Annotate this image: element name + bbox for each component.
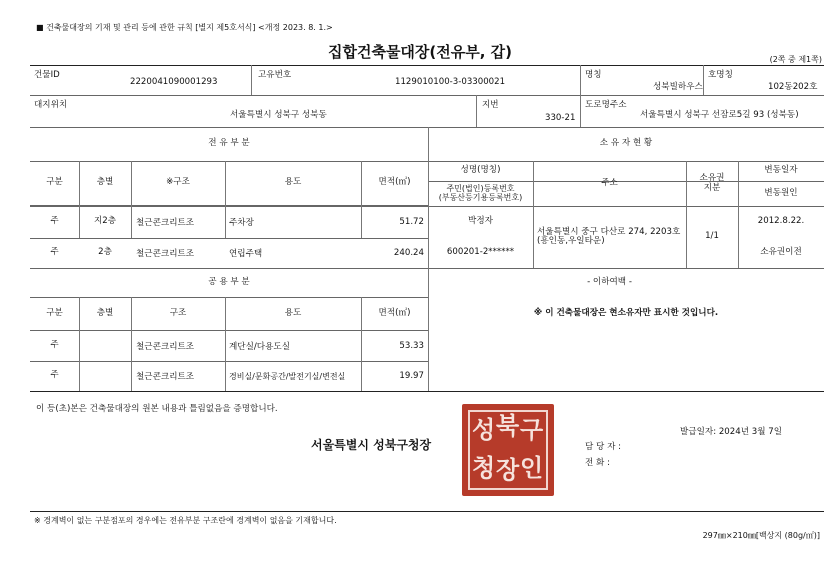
- table-cell: 2층: [98, 247, 112, 258]
- table-row: 주: [50, 339, 59, 350]
- phone-label: 전 화 :: [585, 458, 610, 468]
- table-cell: 철근콘크리트조: [136, 249, 195, 259]
- owner-header-change-reason: 변동원인: [764, 187, 798, 198]
- common-header-floor: 층별: [96, 307, 114, 318]
- table-cell: [79, 361, 131, 391]
- exclusive-header-structure: ※구조: [166, 177, 190, 188]
- officer-label: 담 당 자 :: [585, 442, 621, 452]
- owner-section-title: 소 유 자 현 황: [599, 138, 653, 149]
- owner-name: 박정자: [468, 216, 493, 227]
- official-seal: 성 북 구 청 장 인: [462, 404, 554, 496]
- exclusive-section-title: 전 유 부 분: [208, 138, 250, 149]
- exclusive-header-area: 면적(㎡): [378, 177, 411, 188]
- owner-header-share: 소유권 지분: [699, 173, 725, 193]
- footer-note: ※ 경계벽이 없는 구분점포의 경우에는 전유부분 구조란에 경계벽이 없음을 기재합니다.: [34, 516, 337, 525]
- building-id-value: 2220041090001293: [130, 77, 218, 87]
- owner-share: 1/1: [705, 231, 719, 242]
- table-cell: 연립주택: [229, 249, 263, 259]
- ho-value: 102동202호: [768, 82, 818, 92]
- table-row: 주: [50, 247, 59, 258]
- table-row: 주: [50, 370, 59, 381]
- table-cell: [79, 330, 131, 361]
- table-row: 주: [50, 216, 59, 227]
- owner-header-change-date: 변동일자: [764, 165, 798, 176]
- lot-value: 330-21: [545, 113, 576, 123]
- table-cell: 53.33: [399, 340, 424, 351]
- location-label: 대지위치: [34, 100, 68, 110]
- common-header-type: 구분: [46, 307, 63, 318]
- owner-notice: ※ 이 건축물대장은 현소유자만 표시한 것입니다.: [533, 308, 719, 319]
- table-cell: 철근콘크리트조: [136, 218, 195, 228]
- owner-change-reason: 소유권이전: [760, 247, 802, 258]
- exclusive-header-type: 구분: [46, 177, 63, 188]
- table-cell: 경비실/문화공간/발전기실/변전실: [229, 371, 346, 381]
- table-cell: 철근콘크리트조: [136, 372, 195, 382]
- table-cell: 철근콘크리트조: [136, 341, 195, 352]
- lot-label: 지번: [482, 100, 499, 110]
- name-label: 명칭: [585, 70, 602, 80]
- table-cell: 지2층: [93, 216, 117, 227]
- table-cell: 주차장: [229, 218, 254, 228]
- paper-spec: 297㎜×210㎜[백상지 (80g/㎡)]: [702, 531, 820, 540]
- owner-id: 600201-2******: [446, 247, 515, 258]
- building-id-label: 건물ID: [34, 70, 60, 80]
- table-cell: 계단실/다용도실: [229, 341, 291, 352]
- issuer-name: 서울특별시 성북구청장: [311, 438, 432, 452]
- page-info: (2쪽 중 제1쪽): [769, 55, 822, 64]
- owner-header-address: 주소: [601, 177, 618, 188]
- owner-header-name: 성명(명칭): [460, 165, 501, 176]
- common-section-title: 공 용 부 분: [208, 276, 250, 287]
- table-cell: 19.97: [399, 371, 424, 381]
- issue-date: 발급일자: 2024년 3월 7일: [680, 427, 783, 437]
- common-header-use: 용도: [284, 307, 302, 318]
- table-cell: 51.72: [399, 217, 424, 227]
- regulation-text: ■ 건축물대장의 기재 및 관리 등에 관한 규칙 [별지 제5호서식] <개정 2023. 8. 1.>: [36, 23, 333, 32]
- unique-no-value: 1129010100-3-03300021: [395, 77, 506, 87]
- name-value: 성북빌하우스: [653, 82, 703, 92]
- common-header-structure: 구조: [169, 307, 187, 318]
- road-value: 서울특별시 성북구 선잠로5길 93 (성북동): [640, 110, 799, 120]
- location-value: 서울특별시 성북구 성북동: [230, 110, 327, 120]
- blank-note: - 이하여백 -: [587, 277, 632, 288]
- certify-text: 이 등(초)본은 건축물대장의 원본 내용과 틀림없음을 증명합니다.: [36, 404, 278, 414]
- table-cell: 240.24: [393, 248, 424, 258]
- owner-change-date: 2012.8.22.: [757, 216, 805, 227]
- common-header-area: 면적(㎡): [378, 307, 411, 318]
- unique-no-label: 고유번호: [258, 70, 292, 80]
- owner-header-id: 주민(법인)등록번호 (부동산등기용등록번호): [438, 184, 523, 202]
- exclusive-header-use: 용도: [284, 177, 302, 188]
- owner-address: 서울특별시 중구 다산로 274, 2203호 (흥인동,우일타운): [537, 226, 681, 246]
- road-label: 도로명주소: [585, 100, 627, 110]
- exclusive-header-floor: 층별: [96, 177, 114, 188]
- ho-label: 호명칭: [708, 70, 733, 80]
- document-title: 집합건축물대장(전유부, 갑): [327, 43, 513, 61]
